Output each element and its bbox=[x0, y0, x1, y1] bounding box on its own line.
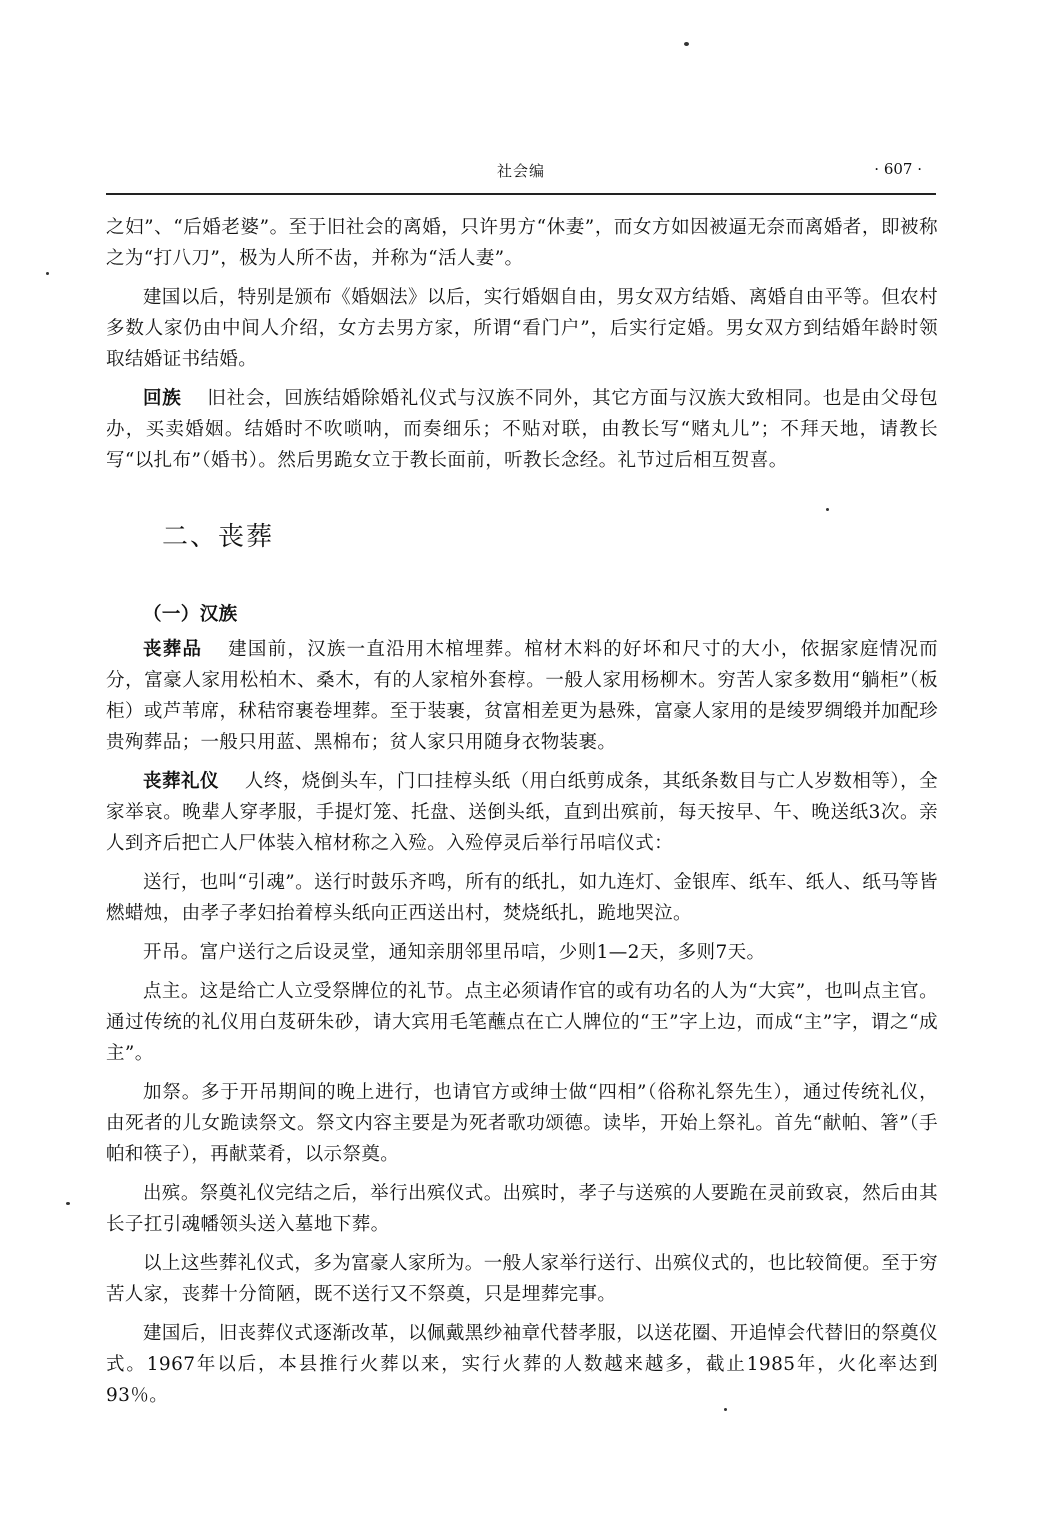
paragraph-summary: 以上这些葬礼仪式，多为富豪人家所为。一般人家举行送行、出殡仪式的，也比较简便。至于穷苦人家，丧葬十分简陋，既不送行又不祭奠，只是埋葬完事。 bbox=[106, 1253, 938, 1305]
paragraph-reform: 建国后，旧丧葬仪式逐渐改革，以佩戴黑纱袖章代替孝服，以送花圈、开追悼会代替旧的祭奠仪式。1967年以后，本县推行火葬以来，实行火葬的人数越来越多，截止1985年，火化率达到93％。 bbox=[106, 1323, 938, 1406]
hui-text: 旧社会，回族结婚除婚礼仪式与汉族不同外，其它方面与汉族大致相同。也是由父母包办，买卖婚姻。结婚时不吹唢呐，而奏细乐；不贴对联，由教长写“赌丸儿”；不拜天地，请教长写“以扎布”（婚书）。然后男跪女立于教长面前，听教长念经。礼节过后相互贺喜。 bbox=[106, 388, 938, 471]
header-divider bbox=[106, 193, 936, 195]
page-body bbox=[106, 212, 938, 1419]
subsection-title-han: （一）汉族 bbox=[143, 604, 238, 625]
running-header bbox=[106, 160, 936, 186]
scan-speck bbox=[66, 1202, 70, 1205]
funeral-rites-text: 人终，烧倒头车，门口挂椁头纸（用白纸剪成条，其纸条数目与亡人岁数相等），全家举哀。晚辈人穿孝服，手提灯笼、托盘、送倒头纸，直到出殡前，每天按早、午、晚送纸3次。亲人到齐后把亡人尸体装入棺材称之入殓。入殓停灵后举行吊唁仪式： bbox=[106, 771, 938, 854]
paragraph-funeral-goods bbox=[106, 634, 938, 758]
paragraph-marriage-after-founding: 建国以后，特别是颁布《婚姻法》以后，实行婚姻自由，男女双方结婚、离婚自由平等。但农村多数人家仍由中间人介绍，女方去男方家，所谓“看门户”，后实行定婚。男女双方到结婚年龄时领取结婚证书结婚。 bbox=[106, 287, 938, 370]
funeral-goods-text: 建国前，汉族一直沿用木棺埋葬。棺材木料的好坏和尺寸的大小，依据家庭情况而分，富豪人家用松柏木、桑木，有的人家棺外套椁。一般人家用杨柳木。穷苦人家多数用“躺柜”（板柜）或芦苇席，秫秸帘裹卷埋葬。至于装裹，贫富相差更为悬殊，富豪人家用的是绫罗绸缎并加配珍贵殉葬品；一般只用蓝、黑棉布；贫人家只用随身衣物装裹。 bbox=[106, 639, 939, 753]
paragraph-kaidiao: 开吊。富户送行之后设灵堂，通知亲朋邻里吊唁，少则1—2天，多则7天。 bbox=[143, 942, 766, 963]
paragraph-send-off: 送行，也叫“引魂”。送行时鼓乐齐鸣，所有的纸扎，如九连灯、金银库、纸车、纸人、纸马等皆燃蜡烛，由孝子孝妇抬着椁头纸向正西送出村，焚烧纸扎，跪地哭泣。 bbox=[106, 872, 938, 924]
term-funeral-rites: 丧葬礼仪 bbox=[143, 771, 219, 792]
paragraph-funeral-rites bbox=[106, 766, 938, 859]
scan-speck bbox=[826, 508, 829, 511]
paragraph-jiaji: 加祭。多于开吊期间的晚上进行，也请官方或绅士做“四相”（俗称礼祭先生），通过传统礼仪，由死者的儿女跪读祭文。祭文内容主要是为死者歌功颂德。读毕，开始上祭礼。首先“献帕、箸”（手帕和筷子），再献菜肴，以示祭奠。 bbox=[106, 1082, 938, 1165]
section-title-funeral: 二、丧葬 bbox=[162, 522, 275, 552]
paragraph-dianzhu: 点主。这是给亡人立受祭牌位的礼节。点主必须请作官的或有功名的人为“大宾”，也叫点主官。通过传统的礼仪用白芨研朱砂，请大宾用毛笔蘸点在亡人牌位的“王”字上边，而成“主”字，谓之“成主”。 bbox=[106, 981, 938, 1064]
term-funeral-goods: 丧葬品 bbox=[143, 639, 203, 660]
page-number: · 607 · bbox=[874, 160, 922, 178]
header-title: 社会编 bbox=[496, 162, 545, 180]
paragraph-hui-marriage bbox=[106, 383, 938, 476]
term-hui: 回族 bbox=[143, 388, 182, 409]
paragraph-chubin: 出殡。祭奠礼仪完结之后，举行出殡仪式。出殡时，孝子与送殡的人要跪在灵前致哀，然后由其长子扛引魂幡领头送入墓地下葬。 bbox=[106, 1183, 938, 1235]
scan-speck bbox=[724, 1408, 727, 1411]
paragraph-marriage-divorce: 之妇”、“后婚老婆”。至于旧社会的离婚，只许男方“休妻”，而女方如因被逼无奈而离婚者，即被称之为“打八刀”，极为人所不齿，并称为“活人妻”。 bbox=[106, 217, 938, 269]
scan-speck bbox=[46, 272, 49, 275]
scan-speck bbox=[684, 42, 689, 46]
